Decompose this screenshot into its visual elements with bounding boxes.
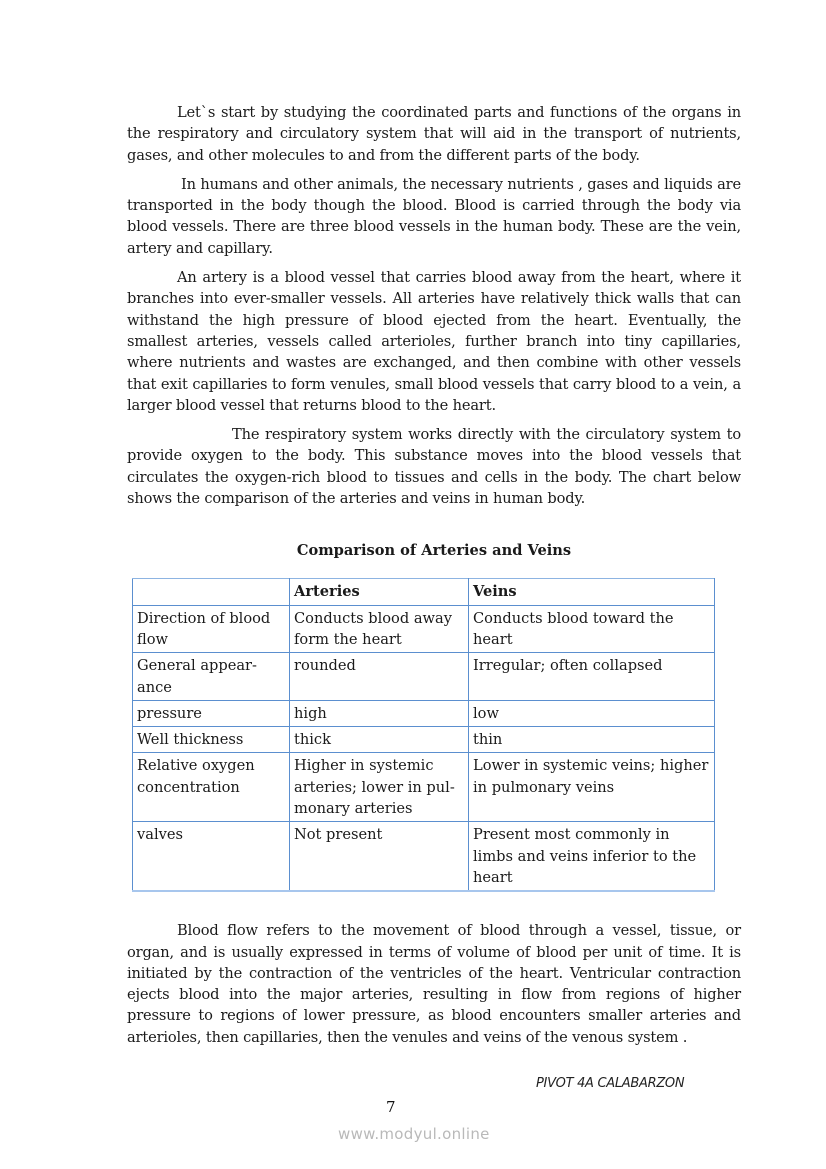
intro-paragraph: Let`s start by studying the coordinated parts and functions of the organs in the respiratory and circulatory system that will aid in the transport of nutrients, gases, and other molecules to and from the different parts of the body. [127,104,741,164]
table-row [133,753,715,822]
arteries-cell: Higher in systemic arteries; lower in pul-monary arteries [290,753,469,822]
table-title: Comparison of Arteries and Veins [296,542,572,560]
row-label: valves [133,822,290,891]
veins-cell: Present most commonly in limbs and veins inferior to the heart [469,822,715,891]
row-label: General appear-ance [133,653,290,701]
blood-flow-paragraph: Blood flow refers to the movement of blood through a vessel, tissue, or organ, and is usually expressed in terms of volume of blood per unit of time. It is initiated by the contraction of the ventricles of the heart. Ventricular contraction ejects blood into the major arteries, resulting in flow from regions of higher pressure to regions of lower pressure, as blood encounters smaller arteries and arterioles, then capillaries, then the venules and veins of the venous system . [127,922,741,1046]
table-row [133,605,715,653]
table-row [133,653,715,701]
row-label: Relative oxygen concentration [133,753,290,822]
arteries-cell: Not present [290,822,469,891]
veins-cell: Irregular; often collapsed [469,653,715,701]
footer-organization: PIVOT 4A CALABARZON [536,1076,685,1091]
document-page [127,102,741,1056]
page-number: 7 [386,1098,396,1116]
arteries-cell: rounded [290,653,469,701]
respiratory-paragraph: The respiratory system works directly with the circulatory system to provide oxygen to the body. This substance moves into the blood vessels that circulates the oxygen-rich blood to tissues and cells in the body. The chart below shows the comparison of the arteries and veins in human body. [127,426,741,508]
table-row [133,700,715,726]
veins-cell: thin [469,727,715,753]
veins-cell: low [469,700,715,726]
table-row [133,822,715,891]
transport-paragraph: In humans and other animals, the necessary nutrients , gases and liquids are transported in the body though the blood. Blood is carried through the body via blood vessels. There are three blood vessels in the human body. These are the vein, artery and capillary. [127,175,741,257]
header-cell-empty [133,579,290,605]
row-label: pressure [133,700,290,726]
arteries-cell: Conducts blood away form the heart [290,605,469,653]
header-cell-arteries: Arteries [290,579,469,605]
table-header-row [133,579,715,605]
watermark-link: www.modyul.online [338,1125,490,1143]
veins-cell: Lower in systemic veins; higher in pulmonary veins [469,753,715,822]
row-label: Well thickness [133,727,290,753]
veins-cell: Conducts blood toward the heart [469,605,715,653]
row-label: Direction of blood flow [133,605,290,653]
table-row [133,727,715,753]
comparison-table [132,578,715,892]
arteries-cell: high [290,700,469,726]
artery-paragraph: An artery is a blood vessel that carries blood away from the heart, where it branches into ever-smaller vessels. All arteries have relatively thick walls that can withstand the high pressure of blood ejected from the heart. Eventually, the smallest arteries, vessels called arterioles, further branch into tiny capillaries, where nutrients and wastes are exchanged, and then combine with other vessels that exit capillaries to form venules, small blood vessels that carry blood to a vein, a larger blood vessel that returns blood to the heart. [127,269,741,414]
header-cell-veins: Veins [469,579,715,605]
arteries-cell: thick [290,727,469,753]
